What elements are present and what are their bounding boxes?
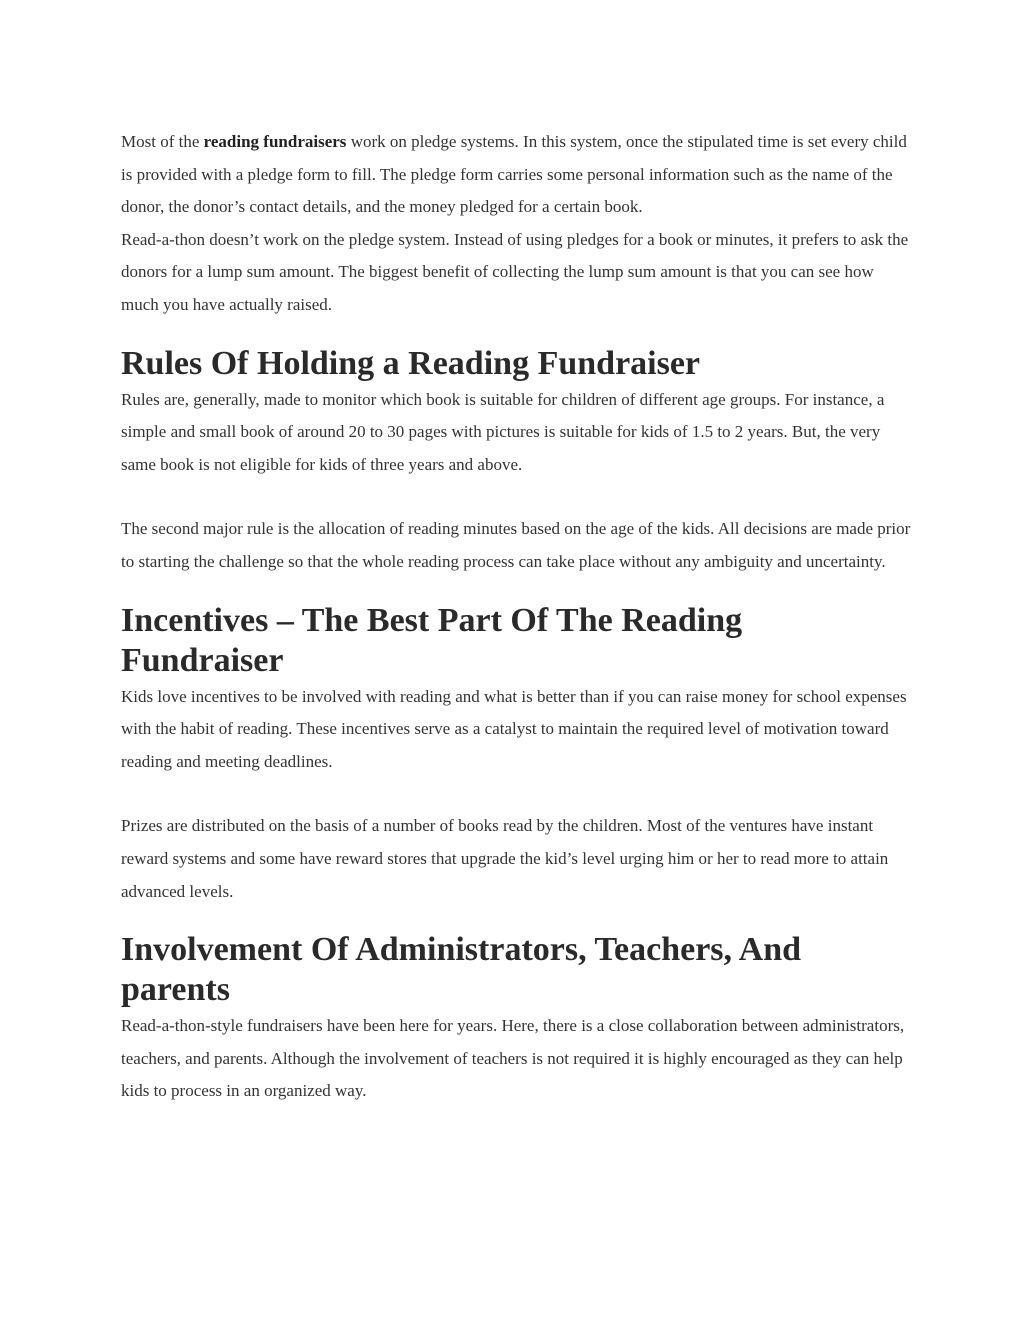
intro-text-suffix: work on pledge systems. In this system, once the stipulated time is set every child is provided with a pledge form to fill. The pledge form carries some personal information such as the name of the donor, the donor’s contact details, and the money pledged for a certain book.	[121, 132, 907, 217]
section-heading-involvement: Involvement Of Administrators, Teachers, And parents	[121, 931, 802, 1009]
reading-fundraisers-keyword: reading fundraisers	[203, 132, 347, 151]
section-heading-rules: Rules Of Holding a Reading Fundraiser	[121, 344, 701, 382]
rules-paragraph-1: Rules are, generally, made to monitor which book is suitable for children of different age groups. For instance, a simple and small book of around 20 to 30 pages with pictures is suitable for kids of 1.5 to 2 years. But, the very same book is not eligible for kids of three years and above.	[121, 389, 885, 474]
intro-paragraph-1	[121, 126, 911, 224]
intro-paragraph-2: Read-a-thon doesn’t work on the pledge system. Instead of using pledges for a book or minutes, it prefers to ask the donors for a lump sum amount. The biggest benefit of collecting the lump sum amount is that you can see how much you have actually raised.	[121, 229, 909, 314]
incentives-paragraph-2: Prizes are distributed on the basis of a number of books read by the children. Most of the ventures have instant reward systems and some have reward stores that upgrade the kid’s level urging him or her to read more to attain advanced levels.	[121, 816, 889, 901]
involvement-paragraph-1: Read-a-thon-style fundraisers have been here for years. Here, there is a close collaboration between administrators, teachers, and parents. Although the involvement of teachers is not required it is highly encouraged as they can help kids to process in an organized way.	[121, 1016, 905, 1101]
section-heading-incentives: Incentives – The Best Part Of The Reading Fundraiser	[121, 601, 743, 679]
intro-text-prefix: Most of the	[121, 132, 204, 151]
rules-paragraph-2: The second major rule is the allocation of reading minutes based on the age of the kids. All decisions are made prior to starting the challenge so that the whole reading process can take place without any ambiguity and uncertainty.	[121, 519, 911, 571]
incentives-paragraph-1: Kids love incentives to be involved with reading and what is better than if you can raise money for school expenses with the habit of reading. These incentives serve as a catalyst to maintain the required level of motivation toward reading and meeting deadlines.	[121, 686, 907, 771]
document-page	[121, 126, 911, 1108]
